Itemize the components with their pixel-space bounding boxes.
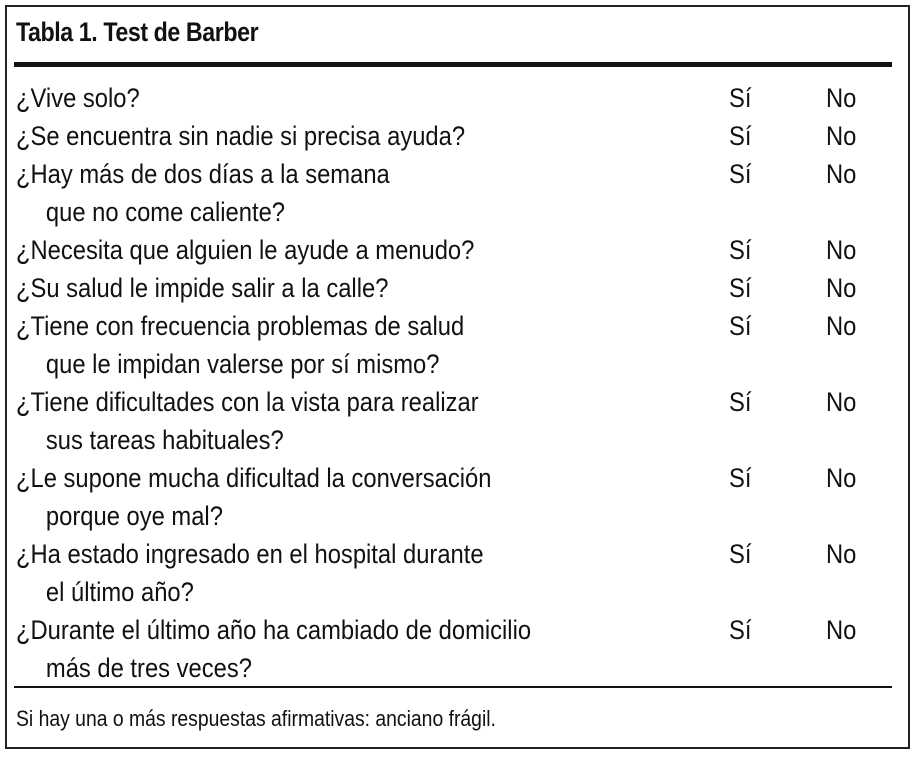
question-row (16, 269, 896, 307)
question-line: ¿Necesita que alguien le ayude a menudo? (16, 235, 475, 265)
footer-divider (14, 686, 892, 688)
question-text (16, 459, 614, 535)
answer-no: No (826, 311, 857, 341)
answer-no: No (826, 539, 857, 569)
table-footnote: Si hay una o más respuestas afirmativas: anciano frágil. (16, 706, 496, 731)
question-continuation: el último año? (45, 577, 194, 607)
answer-no: No (826, 83, 857, 113)
answer-yes: Sí (729, 83, 752, 113)
question-row (16, 231, 896, 269)
question-row (16, 307, 896, 383)
question-row (16, 535, 896, 611)
question-text (16, 155, 614, 231)
question-line: ¿Hay más de dos días a la semana (16, 159, 390, 189)
answer-yes: Sí (729, 235, 752, 265)
question-line: ¿Tiene dificultades con la vista para realizar (16, 387, 479, 417)
question-text (16, 231, 614, 269)
answer-yes: Sí (729, 539, 752, 569)
answer-yes: Sí (729, 463, 752, 493)
answer-yes: Sí (729, 159, 752, 189)
answer-yes: Sí (729, 121, 752, 151)
question-continuation: porque oye mal? (45, 501, 223, 531)
question-text (16, 383, 614, 459)
answer-yes: Sí (729, 273, 752, 303)
question-text (16, 117, 614, 155)
answer-no: No (826, 121, 857, 151)
question-line: ¿Durante el último año ha cambiado de domicilio (16, 615, 532, 645)
question-row (16, 155, 896, 231)
question-row (16, 117, 896, 155)
answer-no: No (826, 273, 857, 303)
question-line: ¿Ha estado ingresado en el hospital durante (16, 539, 484, 569)
answer-no: No (826, 235, 857, 265)
question-row (16, 383, 896, 459)
question-text (16, 307, 614, 383)
question-text (16, 611, 614, 687)
answer-no: No (826, 159, 857, 189)
question-line: ¿Vive solo? (16, 83, 140, 113)
question-line: ¿Se encuentra sin nadie si precisa ayuda? (16, 121, 466, 151)
answer-no: No (826, 463, 857, 493)
answer-no: No (826, 387, 857, 417)
header-divider (14, 62, 892, 67)
question-row (16, 79, 896, 117)
answer-yes: Sí (729, 387, 752, 417)
question-continuation: que no come caliente? (45, 197, 286, 227)
answer-yes: Sí (729, 311, 752, 341)
question-continuation: sus tareas habituales? (45, 425, 284, 455)
answer-yes: Sí (729, 615, 752, 645)
question-text (16, 79, 614, 117)
question-list (16, 79, 896, 687)
question-text (16, 535, 614, 611)
table-title: Tabla 1. Test de Barber (16, 17, 259, 47)
question-continuation: más de tres veces? (45, 653, 252, 683)
question-text (16, 269, 614, 307)
question-line: ¿Tiene con frecuencia problemas de salud (16, 311, 465, 341)
answer-no: No (826, 615, 857, 645)
question-row (16, 459, 896, 535)
question-continuation: que le impidan valerse por sí mismo? (45, 349, 440, 379)
question-line: ¿Su salud le impide salir a la calle? (16, 273, 389, 303)
question-line: ¿Le supone mucha dificultad la conversación (16, 463, 492, 493)
question-row (16, 611, 896, 687)
